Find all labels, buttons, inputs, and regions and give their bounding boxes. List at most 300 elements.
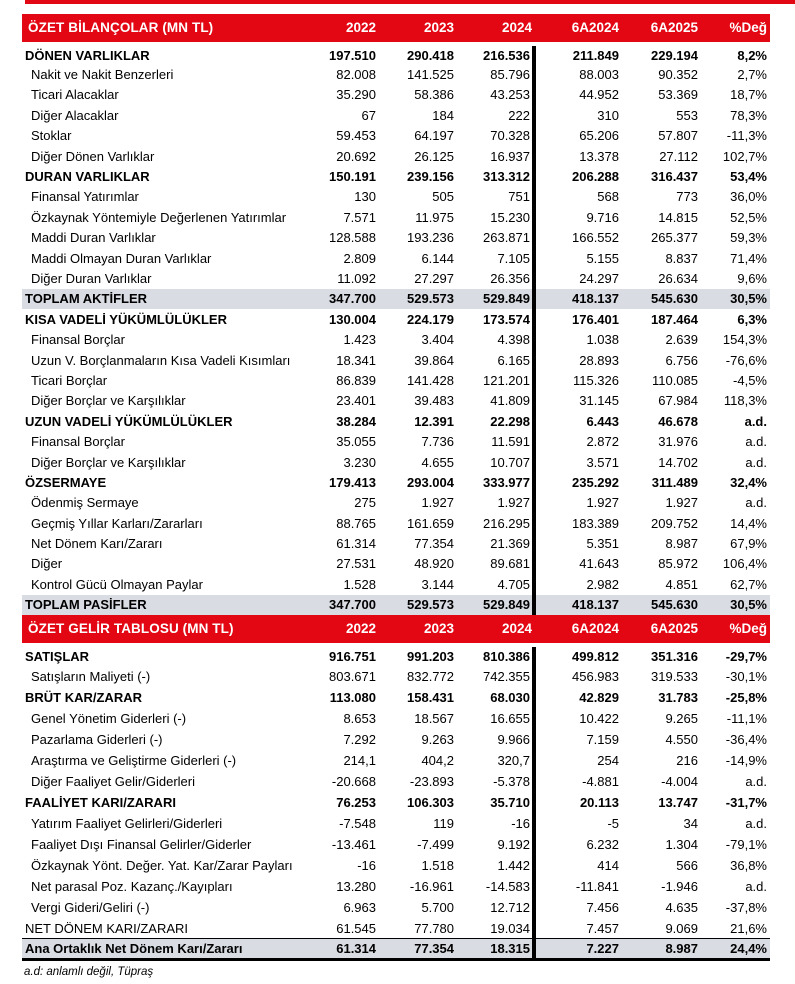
column-header-2024: 2024	[456, 615, 534, 645]
cell-value: 1.442	[456, 855, 534, 876]
cell-value: 7.227	[534, 939, 621, 960]
cell-value: 77.354	[414, 536, 454, 552]
table-row	[22, 329, 770, 349]
cell-value: 529.849	[456, 595, 534, 615]
cell-value: 59.453	[336, 128, 376, 144]
table-row	[22, 708, 770, 729]
cell-value: 21.369	[456, 533, 534, 553]
cell-value: 78,3%	[730, 107, 767, 123]
row-label: Finansal Borçlar	[31, 332, 125, 348]
cell-value: 1.927	[421, 495, 454, 511]
cell-value: 8,2%	[737, 47, 767, 63]
cell-value: 2.872	[586, 434, 619, 450]
cell-value: 991.203	[407, 648, 454, 664]
cell-value: 19.034	[456, 918, 534, 939]
cell-value: 61.314	[336, 536, 376, 552]
cell-value: 310	[597, 107, 619, 123]
cell-value: -31,7%	[725, 794, 767, 810]
table-row	[22, 645, 770, 666]
cell-value: 254	[597, 752, 619, 768]
cell-value: 222	[456, 105, 534, 125]
cell-value: 118,3%	[723, 393, 767, 409]
cell-value: 239.156	[407, 169, 454, 185]
cell-value: 1.304	[665, 836, 698, 852]
cell-value: a.d.	[745, 815, 767, 831]
cell-value: 12.712	[456, 897, 534, 918]
cell-value: 67.984	[658, 393, 698, 409]
column-header-6a2024: 6A2024	[534, 14, 621, 44]
row-label: Satışların Maliyeti (-)	[31, 668, 151, 684]
cell-value: 265.377	[651, 230, 698, 246]
cell-value: 1.423	[343, 332, 376, 348]
cell-value: 14.702	[658, 454, 698, 470]
column-header-6a2024: 6A2024	[534, 615, 621, 645]
cell-value: 39.864	[414, 352, 454, 368]
cell-value: 6,3%	[737, 311, 767, 327]
row-label: Pazarlama Giderleri (-)	[31, 731, 163, 747]
cell-value: -79,1%	[725, 836, 767, 852]
cell-value: 65.206	[579, 128, 619, 144]
cell-value: 41.643	[579, 556, 619, 572]
cell-value: 77.780	[414, 920, 454, 936]
cell-value: -30,1%	[725, 668, 767, 684]
cell-value: -5	[607, 815, 619, 831]
cell-value: 5.155	[586, 250, 619, 266]
cell-value: 320,7	[456, 750, 534, 771]
cell-value: 529.573	[378, 595, 456, 615]
row-label: DURAN VARLIKLAR	[25, 169, 150, 185]
cell-value: 2.639	[665, 332, 698, 348]
cell-value: 7.571	[343, 209, 376, 225]
cell-value: 76.253	[336, 794, 376, 810]
table-row	[22, 918, 770, 939]
table-row	[22, 855, 770, 876]
cell-value: 15.230	[456, 207, 534, 227]
cell-value: 86.839	[336, 372, 376, 388]
cell-value: 57.807	[658, 128, 698, 144]
cell-value: 3.404	[421, 332, 454, 348]
table-row	[22, 750, 770, 771]
financial-summary-table	[22, 14, 770, 961]
cell-value: -37,8%	[725, 899, 767, 915]
row-label: Ticari Borçlar	[31, 372, 108, 388]
balance-table-title: ÖZET BİLANÇOLAR (MN TL)	[22, 14, 272, 44]
cell-value: 166.552	[572, 230, 619, 246]
row-label: Diğer Borçlar ve Karşılıklar	[31, 393, 186, 409]
cell-value: 5.700	[421, 899, 454, 915]
cell-value: 7.159	[586, 731, 619, 747]
row-label: Vergi Gideri/Geliri (-)	[31, 899, 150, 915]
cell-value: 68.030	[456, 687, 534, 708]
column-header-pct-deg: %Değ	[700, 615, 770, 645]
cell-value: 26.356	[456, 268, 534, 288]
table-row	[22, 289, 770, 309]
cell-value: 275	[354, 495, 376, 511]
cell-value: 184	[432, 107, 454, 123]
cell-value: 6.144	[421, 250, 454, 266]
cell-value: 9,6%	[737, 270, 767, 286]
cell-value: 347.700	[272, 595, 378, 615]
footnote: a.d: anlamlı değil, Tüpraş	[24, 966, 154, 979]
cell-value: 4.635	[665, 899, 698, 915]
row-label: Ödenmiş Sermaye	[31, 495, 139, 511]
cell-value: 141.525	[407, 67, 454, 83]
cell-value: 290.418	[407, 47, 454, 63]
table-row	[22, 771, 770, 792]
cell-value: 742.355	[456, 666, 534, 687]
cell-value: 2.809	[343, 250, 376, 266]
column-header-2023: 2023	[378, 615, 456, 645]
cell-value: 89.681	[456, 554, 534, 574]
cell-value: 545.630	[621, 595, 700, 615]
cell-value: -29,7%	[725, 648, 767, 664]
cell-value: 751	[456, 187, 534, 207]
cell-value: 18.315	[456, 939, 534, 960]
cell-value: 26.634	[658, 270, 698, 286]
cell-value: -14,9%	[725, 752, 767, 768]
row-label: Finansal Borçlar	[31, 434, 125, 450]
cell-value: 418.137	[534, 595, 621, 615]
cell-value: 61.314	[272, 939, 378, 960]
cell-value: 333.977	[456, 472, 534, 492]
cell-value: 505	[432, 189, 454, 205]
row-label: Finansal Yatırımlar	[31, 189, 139, 205]
cell-value: 418.137	[534, 289, 621, 309]
cell-value: 59,3%	[730, 230, 767, 246]
cell-value: 179.413	[329, 474, 376, 490]
column-header-2024: 2024	[456, 14, 534, 44]
cell-value: 173.574	[456, 309, 534, 329]
table-row	[22, 166, 770, 186]
cell-value: 30,5%	[700, 289, 770, 309]
top-red-strip	[25, 0, 795, 4]
table-row	[22, 513, 770, 533]
table-row	[22, 533, 770, 553]
cell-value: 27.112	[659, 148, 698, 164]
cell-value: 12.391	[414, 413, 454, 429]
cell-value: 456.983	[572, 668, 619, 684]
cell-value: 214,1	[343, 752, 376, 768]
cell-value: 197.510	[329, 47, 376, 63]
cell-value: 13.378	[579, 148, 619, 164]
row-label: Ana Ortaklık Net Dönem Karı/Zararı	[22, 939, 272, 960]
cell-value: -16	[357, 857, 376, 873]
cell-value: 20.692	[336, 148, 376, 164]
cell-value: 14,4%	[730, 515, 767, 531]
cell-value: 568	[597, 189, 619, 205]
row-label: Geçmiş Yıllar Karları/Zararları	[31, 515, 203, 531]
cell-value: 102,7%	[722, 148, 767, 164]
cell-value: 8.987	[665, 536, 698, 552]
cell-value: 24.297	[579, 270, 619, 286]
row-label: Yatırım Faaliyet Gelirleri/Giderleri	[31, 815, 223, 831]
cell-value: 553	[676, 107, 698, 123]
table-row	[22, 64, 770, 84]
cell-value: 158.431	[407, 689, 454, 705]
row-label: Diğer	[31, 556, 63, 572]
table-row	[22, 350, 770, 370]
cell-value: 7.456	[586, 899, 619, 915]
cell-value: 7.292	[343, 731, 376, 747]
cell-value: 832.772	[407, 668, 454, 684]
cell-value: 70.328	[456, 126, 534, 146]
cell-value: 1.927	[665, 495, 698, 511]
cell-value: a.d.	[744, 413, 767, 429]
cell-value: -25,8%	[725, 689, 767, 705]
cell-value: 31.783	[658, 689, 698, 705]
table-row	[22, 666, 770, 687]
cell-value: 11.591	[456, 431, 534, 451]
cell-value: 42.829	[579, 689, 619, 705]
cell-value: 85.796	[456, 64, 534, 84]
cell-value: 82.008	[336, 67, 376, 83]
cell-value: 7.105	[456, 248, 534, 268]
cell-value: 566	[676, 857, 698, 873]
cell-value: 206.288	[572, 169, 619, 185]
cell-value: 24,4%	[700, 939, 770, 960]
cell-value: 88.003	[579, 67, 619, 83]
row-label: Özkaynak Yöntemiyle Değerlenen Yatırımlar	[31, 209, 287, 225]
cell-value: -13.461	[331, 836, 376, 852]
column-header-2022: 2022	[272, 14, 378, 44]
cell-value: 216	[676, 752, 698, 768]
row-label: Diğer Faaliyet Gelir/Giderleri	[31, 773, 195, 789]
cell-value: 9.192	[456, 834, 534, 855]
row-label: Kontrol Gücü Olmayan Paylar	[31, 576, 203, 592]
cell-value: 130	[354, 189, 376, 205]
cell-value: 313.312	[456, 166, 534, 186]
cell-value: 773	[676, 189, 698, 205]
cell-value: -4,5%	[733, 372, 767, 388]
cell-value: 7.457	[586, 920, 619, 936]
row-label: BRÜT KAR/ZARAR	[25, 689, 142, 705]
cell-value: 106,4%	[722, 556, 767, 572]
cell-value: 4.550	[665, 731, 698, 747]
cell-value: -1.946	[661, 878, 698, 894]
cell-value: 13.747	[658, 794, 698, 810]
cell-value: 31.145	[579, 393, 619, 409]
table-row	[22, 687, 770, 708]
row-label: TOPLAM AKTİFLER	[22, 289, 272, 309]
cell-value: 22.298	[456, 411, 534, 431]
cell-value: 90.352	[658, 67, 698, 83]
cell-value: 263.871	[456, 228, 534, 248]
cell-value: 319.533	[651, 668, 698, 684]
cell-value: 529.849	[456, 289, 534, 309]
cell-value: -36,4%	[725, 731, 767, 747]
cell-value: 8.653	[343, 710, 376, 726]
table-row	[22, 391, 770, 411]
cell-value: 810.386	[456, 645, 534, 666]
cell-value: 224.179	[407, 311, 454, 327]
table-row	[22, 595, 770, 615]
row-label: TOPLAM PASİFLER	[22, 595, 272, 615]
income-table-title: ÖZET GELİR TABLOSU (MN TL)	[22, 615, 272, 645]
row-label: ÖZSERMAYE	[25, 474, 107, 490]
cell-value: -11,3%	[726, 128, 767, 144]
row-label: Özkaynak Yönt. Değer. Yat. Kar/Zarar Payları	[31, 857, 293, 873]
row-label: Diğer Dönen Varlıklar	[31, 148, 155, 164]
cell-value: 187.464	[651, 311, 698, 327]
cell-value: 88.765	[336, 515, 376, 531]
row-label: UZUN VADELİ YÜKÜMLÜLÜKLER	[25, 413, 233, 429]
balance-header-row	[22, 14, 770, 44]
cell-value: 62,7%	[730, 576, 767, 592]
table-row	[22, 472, 770, 492]
row-label: Diğer Duran Varlıklar	[31, 270, 152, 286]
cell-value: 36,8%	[730, 857, 767, 873]
cell-value: 216.295	[456, 513, 534, 533]
cell-value: 85.972	[658, 556, 698, 572]
cell-value: 18.567	[414, 710, 454, 726]
row-label: SATIŞLAR	[25, 648, 90, 664]
cell-value: 61.545	[336, 920, 376, 936]
cell-value: 31.976	[658, 434, 698, 450]
table-row	[22, 876, 770, 897]
cell-value: 916.751	[329, 648, 376, 664]
cell-value: 34	[683, 815, 698, 831]
row-label: Stoklar	[31, 128, 72, 144]
cell-value: 404,2	[421, 752, 454, 768]
table-row	[22, 126, 770, 146]
cell-value: 67	[361, 107, 376, 123]
cell-value: 141.428	[407, 372, 454, 388]
cell-value: 6.756	[665, 352, 698, 368]
cell-value: 21,6%	[730, 920, 767, 936]
cell-value: 545.630	[621, 289, 700, 309]
row-label: Araştırma ve Geliştirme Giderleri (-)	[31, 752, 237, 768]
cell-value: 58.386	[414, 87, 454, 103]
cell-value: 9.069	[665, 920, 698, 936]
column-header-pct-deg: %Değ	[700, 14, 770, 44]
table-row	[22, 187, 770, 207]
cell-value: -16.961	[409, 878, 454, 894]
table-row	[22, 792, 770, 813]
cell-value: -16	[456, 813, 534, 834]
cell-value: 115.326	[572, 372, 619, 388]
table-row	[22, 897, 770, 918]
cell-value: 64.197	[414, 128, 454, 144]
cell-value: 35.290	[336, 87, 376, 103]
table-row	[22, 729, 770, 750]
cell-value: 71,4%	[730, 250, 767, 266]
cell-value: 316.437	[651, 169, 698, 185]
table-row	[22, 309, 770, 329]
cell-value: 53.369	[658, 87, 698, 103]
cell-value: 43.253	[456, 85, 534, 105]
cell-value: 7.736	[421, 434, 454, 450]
cell-value: 26.125	[414, 148, 454, 164]
cell-value: 41.809	[456, 391, 534, 411]
cell-value: 4.655	[421, 454, 454, 470]
table-row	[22, 268, 770, 288]
column-header-2022: 2022	[272, 615, 378, 645]
cell-value: 110.085	[651, 372, 698, 388]
cell-value: -4.881	[582, 773, 619, 789]
cell-value: 6.443	[586, 413, 619, 429]
cell-value: 5.351	[586, 536, 619, 552]
cell-value: 16.937	[456, 146, 534, 166]
cell-value: 67,9%	[730, 536, 767, 552]
cell-value: 209.752	[651, 515, 698, 531]
table-row	[22, 834, 770, 855]
cell-value: a.d.	[745, 773, 767, 789]
table-row	[22, 248, 770, 268]
cell-value: 30,5%	[700, 595, 770, 615]
cell-value: 6.232	[586, 836, 619, 852]
cell-value: 235.292	[572, 474, 619, 490]
cell-value: 211.849	[572, 47, 619, 63]
cell-value: 11.092	[337, 270, 376, 286]
cell-value: 161.659	[407, 515, 454, 531]
column-header-2023: 2023	[378, 14, 456, 44]
cell-value: 119	[433, 815, 454, 831]
cell-value: 803.671	[329, 668, 376, 684]
column-header-6a2025: 6A2025	[621, 14, 700, 44]
cell-value: 311.489	[651, 474, 698, 490]
cell-value: 6.963	[343, 899, 376, 915]
cell-value: 9.263	[421, 731, 454, 747]
cell-value: 14.815	[658, 209, 698, 225]
cell-value: 1.528	[343, 576, 376, 592]
table-row	[22, 370, 770, 390]
cell-value: 130.004	[329, 311, 376, 327]
table-row	[22, 411, 770, 431]
income-header-row	[22, 615, 770, 645]
row-label: DÖNEN VARLIKLAR	[25, 47, 150, 63]
cell-value: -23.893	[409, 773, 454, 789]
cell-value: 52,5%	[730, 209, 767, 225]
cell-value: 347.700	[272, 289, 378, 309]
table-row	[22, 939, 770, 960]
cell-value: 3.230	[343, 454, 376, 470]
row-label: Genel Yönetim Giderleri (-)	[31, 710, 187, 726]
cell-value: 4.851	[665, 576, 698, 592]
cell-value: 20.113	[579, 794, 619, 810]
cell-value: 18.341	[336, 352, 376, 368]
cell-value: 23.401	[336, 393, 376, 409]
table-row	[22, 105, 770, 125]
cell-value: 106.303	[407, 794, 454, 810]
cell-value: -5.378	[456, 771, 534, 792]
cell-value: 154,3%	[722, 332, 767, 348]
cell-value: 351.316	[651, 648, 698, 664]
table-row	[22, 554, 770, 574]
cell-value: 38.284	[336, 413, 376, 429]
cell-value: 36,0%	[730, 189, 767, 205]
table-row	[22, 228, 770, 248]
cell-value: 27.531	[336, 556, 376, 572]
cell-value: 6.165	[456, 350, 534, 370]
cell-value: a.d.	[745, 434, 767, 450]
table-row	[22, 813, 770, 834]
table-row	[22, 574, 770, 594]
cell-value: 53,4%	[730, 169, 767, 185]
cell-value: 10.707	[456, 452, 534, 472]
report-body	[22, 14, 770, 978]
cell-value: 293.004	[407, 474, 454, 490]
cell-value: 1.038	[586, 332, 619, 348]
cell-value: 2.982	[586, 576, 619, 592]
cell-value: 39.483	[414, 393, 454, 409]
column-header-6a2025: 6A2025	[621, 615, 700, 645]
cell-value: 77.354	[378, 939, 456, 960]
row-label: NET DÖNEM KARI/ZARARI	[25, 920, 189, 936]
cell-value: 35.710	[456, 792, 534, 813]
cell-value: 9.716	[586, 209, 619, 225]
cell-value: 18,7%	[730, 87, 767, 103]
cell-value: 529.573	[378, 289, 456, 309]
